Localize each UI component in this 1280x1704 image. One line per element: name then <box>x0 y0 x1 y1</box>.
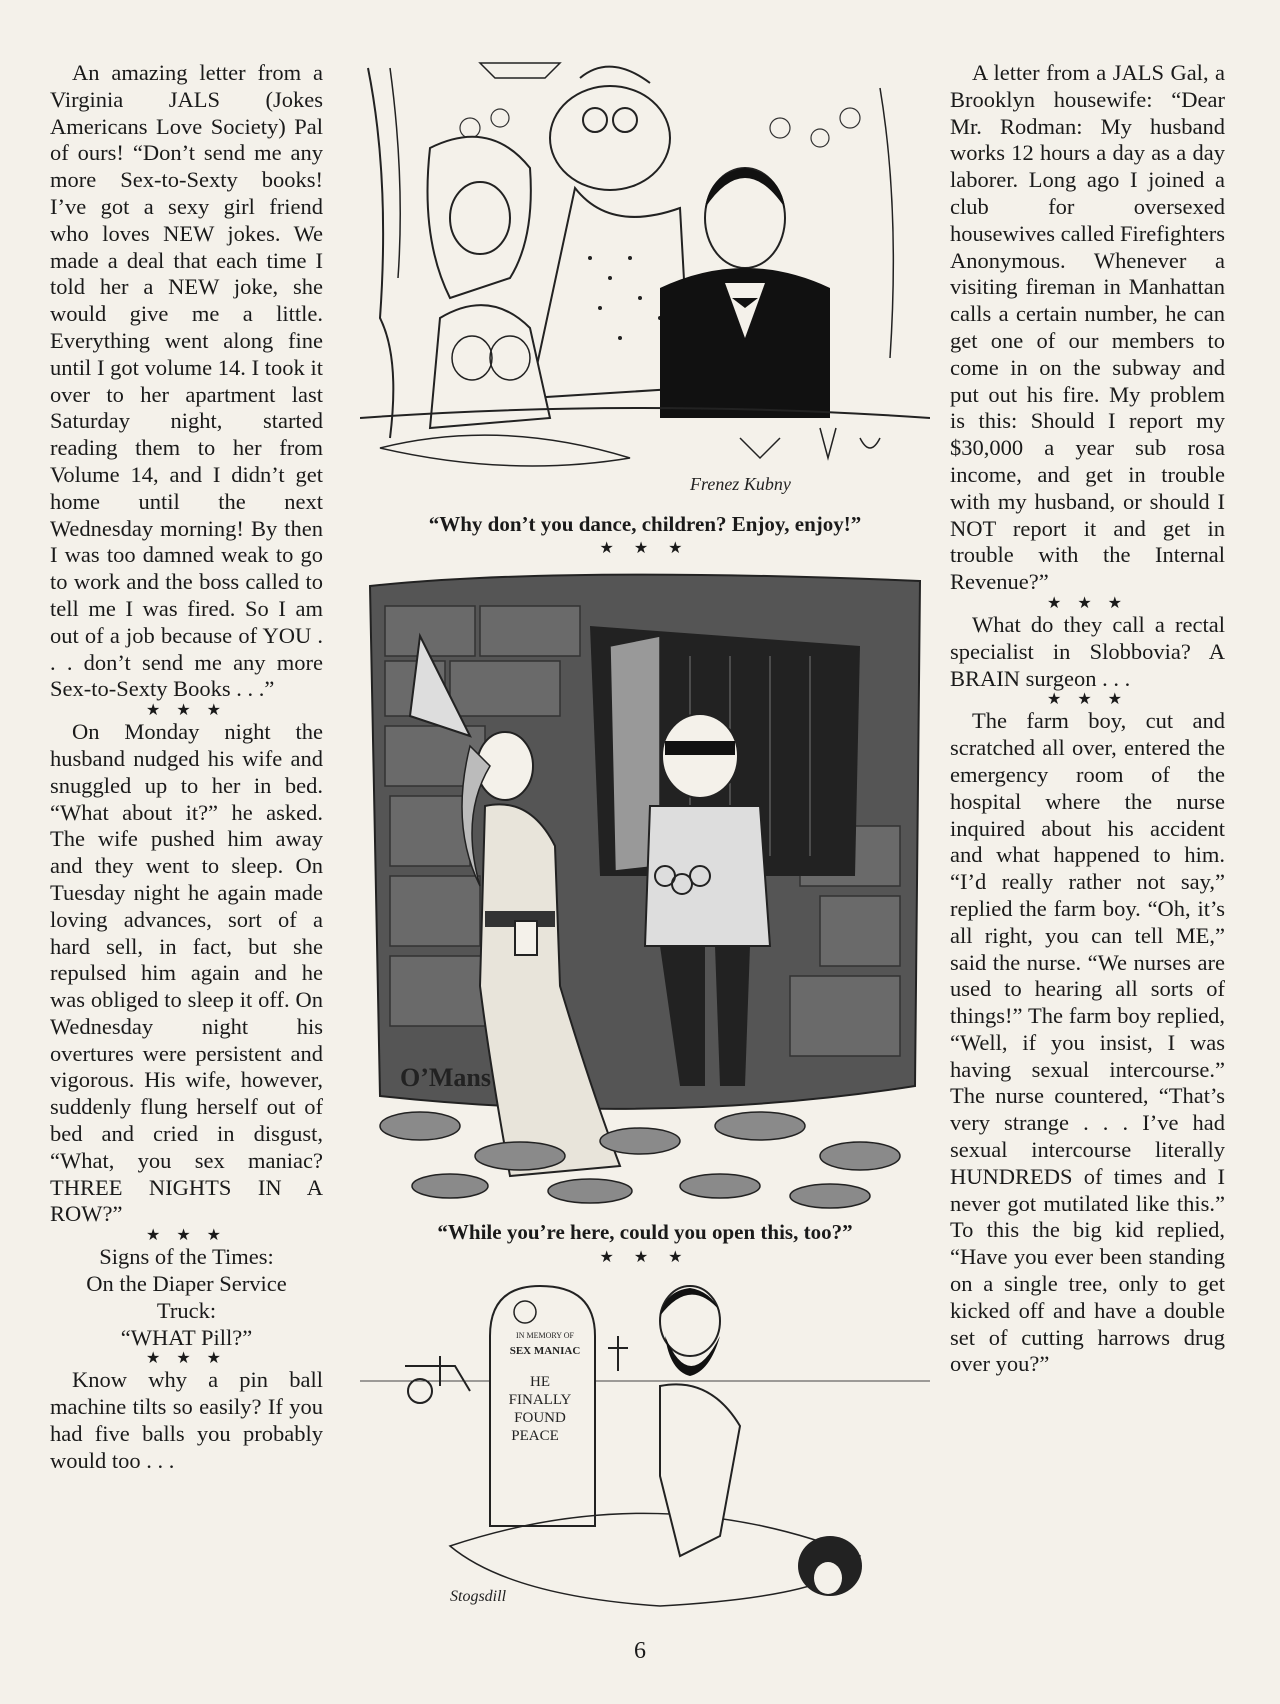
page-number: 6 <box>634 1638 646 1664</box>
tomb-text: SEX MANIAC <box>509 1345 581 1357</box>
cartoon-caption: “While you’re here, could you open this, too?” <box>437 1220 853 1244</box>
tomb-text: FOUND <box>514 1410 566 1426</box>
cartoon-wedding <box>360 58 930 510</box>
separator-stars: ★ ★ ★ <box>1046 594 1129 612</box>
right-paragraph-slobbovia: What do they call a rectal specialist in Slobbovia? A BRAIN surgeon . . . <box>950 611 1225 691</box>
tomb-text: IN MEMORY OF <box>516 1331 574 1340</box>
left-paragraph-letter: An amazing letter from a Virginia JALS (Jokes Americans Love Society) Pal of ours! “Don’t send me any more Sex-to-Sexty books! I’ve got a sexy girl friend who loves NEW jokes. We made a deal that each time I told her a NEW joke, she would give me a little. Everything went along fine until I got volume 14. I took it over to her apartment last Saturday night, started reading them to her from Volume 14, and I didn’t get home until the next Wednesday morning! By then I was too damned weak to go to work and the boss called to tell me I was fired. So I am out of a job because of YOU . . . don’t send me any more Sex-to-Sexty Books . . .” <box>50 60 323 702</box>
separator-stars: ★ ★ ★ <box>145 1227 228 1245</box>
separator-stars: ★ ★ ★ <box>599 540 691 557</box>
separator-stars: ★ ★ ★ <box>145 702 228 720</box>
cartoon-tombstone <box>360 1276 930 1620</box>
tomb-text: PEACE <box>511 1428 559 1444</box>
signs-of-times <box>50 1244 323 1351</box>
signs-line: Signs of the Times: <box>99 1244 274 1270</box>
cartoon-chastity-belt <box>360 566 930 1218</box>
left-paragraph-husband: On Monday night the husband nudged his wife and snuggled up to her in bed. “What about it?” he asked. The wife pushed him away and they went to sleep. On Tuesday night he again made loving advances, sort of a hard sell, in fact, but she repulsed him again and he was obliged to sleep it off. On Wednesday night his overtures were persistent and vigorous. His wife, however, suddenly flung herself out of bed and cried in disgust, “What, you sex maniac? THREE NIGHTS IN A ROW?” <box>50 719 323 1227</box>
tomb-text: HE <box>530 1374 550 1390</box>
tomb-text: FINALLY <box>508 1392 572 1408</box>
separator-stars: ★ ★ ★ <box>1046 691 1129 709</box>
right-paragraph-letter: A letter from a JALS Gal, a Brooklyn housewife: “Dear Mr. Rodman: My husband works 12 hours a day as a day laborer. Long ago I joined a club for oversexed housewives called Firefighters Anonymous. Whenever a visiting fireman in Manhattan calls a certain number, he can get one of our members to come in on the subway and put out his fire. My problem is this: Should I report my $30,000 a year sub rosa income, and get in trouble with my husband, or should I NOT report it and get in trouble with the Internal Revenue?” <box>950 60 1225 595</box>
right-text-column <box>950 60 1225 1378</box>
right-paragraph-farmboy: The farm boy, cut and scratched all over, entered the emergency room of the hospital where the nurse inquired about his accident and what happened to him. “I’d really rather not say,” replied the farm boy. “Oh, it’s all right, you can tell ME,” said the nurse. “We nurses are used to hearing all sorts of things!” The farm boy replied, “Well, if you insist, I was having sexual intercourse.” The nurse countered, “That’s very strange . . . I’ve had sexual intercourse literally HUNDREDS of times and I never got mutilated like this.” To this the big kid replied, “Have you ever been standing on a single tree, only to get kicked off and have a double set of cutting harrows drug over you?” <box>950 708 1225 1377</box>
separator-stars: ★ ★ ★ <box>145 1350 228 1368</box>
separator-stars: ★ ★ ★ <box>599 1249 691 1266</box>
signs-line: On the Diaper Service <box>86 1271 287 1297</box>
cartoon-signature: Frenez Kubny <box>690 474 791 494</box>
cartoon-signature: O’Mans <box>400 1063 491 1092</box>
cartoon-signature: Stogsdill <box>450 1588 507 1605</box>
cartoon-caption: “Why don’t you dance, children? Enjoy, enjoy!” <box>428 512 862 536</box>
signs-line: Truck: <box>156 1297 217 1323</box>
signs-line: “WHAT Pill?” <box>120 1324 253 1350</box>
left-paragraph-pinball: Know why a pin ball machine tilts so easily? If you had five balls you probably would too . . . <box>50 1367 323 1473</box>
left-text-column <box>50 60 323 1475</box>
